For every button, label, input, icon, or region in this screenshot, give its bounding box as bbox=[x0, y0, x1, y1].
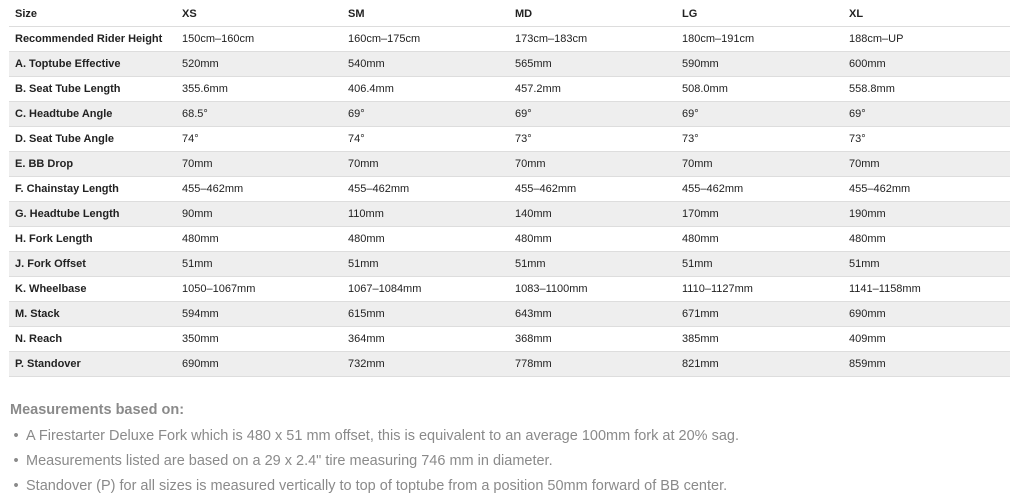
table-cell: 74° bbox=[176, 127, 342, 152]
table-cell: 68.5° bbox=[176, 102, 342, 127]
notes-title: Measurements based on: bbox=[10, 402, 185, 418]
table-cell: 69° bbox=[843, 102, 1010, 127]
table-cell: 480mm bbox=[342, 227, 509, 252]
table-row bbox=[9, 127, 1010, 152]
table-cell: 385mm bbox=[676, 327, 843, 352]
header-lg: LG bbox=[676, 2, 843, 27]
table-cell: 73° bbox=[843, 127, 1010, 152]
table-cell: 480mm bbox=[676, 227, 843, 252]
row-label: N. Reach bbox=[9, 327, 176, 352]
table-cell: 190mm bbox=[843, 202, 1010, 227]
header-md: MD bbox=[509, 2, 676, 27]
table-row bbox=[9, 177, 1010, 202]
table-cell: 188cm–UP bbox=[843, 27, 1010, 52]
table-cell: 615mm bbox=[342, 302, 509, 327]
note-item bbox=[10, 474, 1010, 499]
table-cell: 73° bbox=[509, 127, 676, 152]
table-cell: 350mm bbox=[176, 327, 342, 352]
table-row bbox=[9, 227, 1010, 252]
table-cell: 540mm bbox=[342, 52, 509, 77]
table-cell: 1050–1067mm bbox=[176, 277, 342, 302]
table-cell: 508.0mm bbox=[676, 77, 843, 102]
header-xs: XS bbox=[176, 2, 342, 27]
table-cell: 590mm bbox=[676, 52, 843, 77]
note-item bbox=[10, 424, 1010, 449]
note-text: Measurements listed are based on a 29 x 2.4" tire measuring 746 mm in diameter. bbox=[26, 453, 553, 469]
table-header-row bbox=[9, 2, 1010, 27]
table-cell: 455–462mm bbox=[676, 177, 843, 202]
table-cell: 140mm bbox=[509, 202, 676, 227]
table-cell: 480mm bbox=[176, 227, 342, 252]
table-cell: 355.6mm bbox=[176, 77, 342, 102]
table-body bbox=[9, 27, 1010, 377]
table-cell: 732mm bbox=[342, 352, 509, 377]
row-label: J. Fork Offset bbox=[9, 252, 176, 277]
row-label: D. Seat Tube Angle bbox=[9, 127, 176, 152]
table-cell: 409mm bbox=[843, 327, 1010, 352]
table-cell: 643mm bbox=[509, 302, 676, 327]
row-label: A. Toptube Effective bbox=[9, 52, 176, 77]
table-row bbox=[9, 152, 1010, 177]
table-row bbox=[9, 27, 1010, 52]
table-cell: 1083–1100mm bbox=[509, 277, 676, 302]
row-label: E. BB Drop bbox=[9, 152, 176, 177]
note-text: Standover (P) for all sizes is measured vertically to top of toptube from a position 50mm forward of BB center. bbox=[26, 478, 728, 494]
measurement-notes bbox=[10, 400, 1010, 499]
row-label: B. Seat Tube Length bbox=[9, 77, 176, 102]
table-cell: 368mm bbox=[509, 327, 676, 352]
table-cell: 69° bbox=[676, 102, 843, 127]
table-cell: 558.8mm bbox=[843, 77, 1010, 102]
table-row bbox=[9, 102, 1010, 127]
table-cell: 73° bbox=[676, 127, 843, 152]
header-size: Size bbox=[9, 2, 176, 27]
row-label: C. Headtube Angle bbox=[9, 102, 176, 127]
row-label: P. Standover bbox=[9, 352, 176, 377]
table-cell: 69° bbox=[342, 102, 509, 127]
table-cell: 1067–1084mm bbox=[342, 277, 509, 302]
geometry-table bbox=[9, 2, 1010, 377]
table-cell: 455–462mm bbox=[342, 177, 509, 202]
row-label: Recommended Rider Height bbox=[9, 27, 176, 52]
table-cell: 150cm–160cm bbox=[176, 27, 342, 52]
table-row bbox=[9, 52, 1010, 77]
table-row bbox=[9, 302, 1010, 327]
table-row bbox=[9, 327, 1010, 352]
table-cell: 74° bbox=[342, 127, 509, 152]
table-cell: 173cm–183cm bbox=[509, 27, 676, 52]
table-cell: 51mm bbox=[176, 252, 342, 277]
table-cell: 594mm bbox=[176, 302, 342, 327]
table-row bbox=[9, 252, 1010, 277]
note-item bbox=[10, 449, 1010, 474]
table-cell: 160cm–175cm bbox=[342, 27, 509, 52]
table-cell: 859mm bbox=[843, 352, 1010, 377]
table-cell: 69° bbox=[509, 102, 676, 127]
header-xl: XL bbox=[843, 2, 1010, 27]
table-cell: 455–462mm bbox=[509, 177, 676, 202]
row-label: G. Headtube Length bbox=[9, 202, 176, 227]
table-cell: 70mm bbox=[843, 152, 1010, 177]
table-cell: 1110–1127mm bbox=[676, 277, 843, 302]
table-cell: 51mm bbox=[342, 252, 509, 277]
table-row bbox=[9, 77, 1010, 102]
table-cell: 70mm bbox=[509, 152, 676, 177]
table-cell: 455–462mm bbox=[843, 177, 1010, 202]
table-cell: 406.4mm bbox=[342, 77, 509, 102]
table-cell: 51mm bbox=[509, 252, 676, 277]
table-cell: 690mm bbox=[176, 352, 342, 377]
table-row bbox=[9, 277, 1010, 302]
table-cell: 51mm bbox=[676, 252, 843, 277]
table-cell: 480mm bbox=[509, 227, 676, 252]
bullet-icon: • bbox=[13, 428, 19, 444]
table-cell: 480mm bbox=[843, 227, 1010, 252]
table-cell: 778mm bbox=[509, 352, 676, 377]
table-cell: 455–462mm bbox=[176, 177, 342, 202]
row-label: M. Stack bbox=[9, 302, 176, 327]
table-row bbox=[9, 202, 1010, 227]
row-label: F. Chainstay Length bbox=[9, 177, 176, 202]
bullet-icon: • bbox=[13, 478, 19, 494]
table-cell: 457.2mm bbox=[509, 77, 676, 102]
table-cell: 90mm bbox=[176, 202, 342, 227]
note-text: A Firestarter Deluxe Fork which is 480 x 51 mm offset, this is equivalent to an average 100mm fork at 20% sag. bbox=[26, 428, 739, 444]
table-row bbox=[9, 352, 1010, 377]
table-cell: 690mm bbox=[843, 302, 1010, 327]
bullet-icon: • bbox=[13, 453, 19, 469]
table-cell: 170mm bbox=[676, 202, 843, 227]
table-cell: 180cm–191cm bbox=[676, 27, 843, 52]
table-cell: 70mm bbox=[676, 152, 843, 177]
table-cell: 520mm bbox=[176, 52, 342, 77]
table-cell: 364mm bbox=[342, 327, 509, 352]
row-label: K. Wheelbase bbox=[9, 277, 176, 302]
table-cell: 821mm bbox=[676, 352, 843, 377]
table-cell: 671mm bbox=[676, 302, 843, 327]
table-cell: 1141–1158mm bbox=[843, 277, 1010, 302]
table-cell: 565mm bbox=[509, 52, 676, 77]
table-cell: 70mm bbox=[342, 152, 509, 177]
table-cell: 110mm bbox=[342, 202, 509, 227]
notes-list bbox=[10, 424, 1010, 499]
header-sm: SM bbox=[342, 2, 509, 27]
table-cell: 70mm bbox=[176, 152, 342, 177]
row-label: H. Fork Length bbox=[9, 227, 176, 252]
table-cell: 600mm bbox=[843, 52, 1010, 77]
table-cell: 51mm bbox=[843, 252, 1010, 277]
